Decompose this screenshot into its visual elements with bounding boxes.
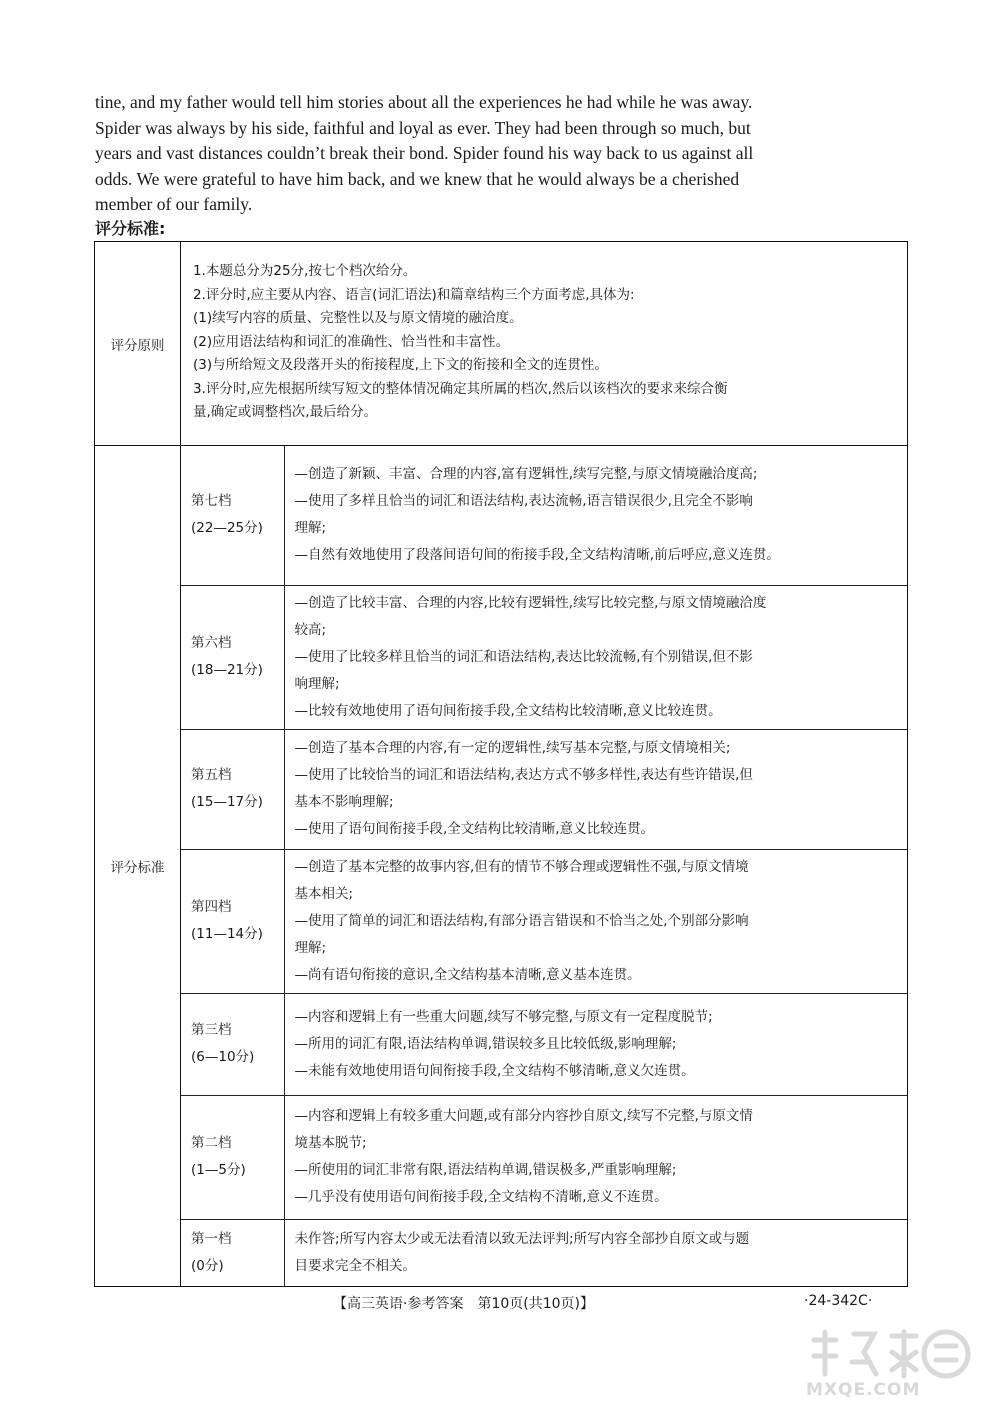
principle-line: (1)续写内容的质量、完整性以及与原文情境的融洽度。 [193, 310, 523, 327]
criterion-line: —使用了比较多样且恰当的词汇和语法结构,表达比较流畅,有个别错误,但不影 [294, 648, 753, 665]
level-description [284, 585, 907, 729]
footer-page-info: 【高三英语·参考答案 第10页(共10页)】 [333, 1296, 595, 1312]
level-cell [181, 585, 284, 729]
scoring-table [94, 241, 908, 1287]
level-description [284, 1095, 907, 1219]
passage-line: years and vast distances couldn’t break their bond. Spider found his way back to us against all [95, 143, 754, 163]
standards-levels [181, 446, 908, 1287]
level-cell [181, 993, 284, 1095]
level-description [284, 1219, 907, 1286]
principle-line: 3.评分时,应先根据所续写短文的整体情况确定其所属的档次,然后以该档次的要求来综合衡 [193, 380, 728, 397]
principle-line: (3)与所给短文及段落开头的衔接程度,上下文的衔接和全文的连贯性。 [193, 357, 608, 374]
level-name: 第七档 [191, 493, 232, 510]
criterion-line: 响理解; [294, 675, 340, 692]
criterion-line: —创造了基本完整的故事内容,但有的情节不够合理或逻辑性不强,与原文情境 [294, 858, 749, 875]
criterion-line: —内容和逻辑上有一些重大问题,续写不够完整,与原文有一定程度脱节; [294, 1008, 713, 1025]
standards-row [95, 446, 908, 1287]
principle-line: 2.评分时,应主要从内容、语言(词汇语法)和篇章结构三个方面考虑,具体为: [193, 286, 635, 303]
criterion-line: —所使用的词汇非常有限,语法结构单调,错误极多,严重影响理解; [294, 1162, 677, 1178]
level-row [181, 1219, 907, 1286]
criterion-line: 目要求完全不相关。 [294, 1257, 416, 1274]
level-description [284, 446, 907, 585]
passage-line: odds. We were grateful to have him back, and we knew that he would always be a cherished [95, 168, 740, 189]
standards-label: 评分标准 [95, 446, 181, 1287]
passage-line: member of our family. [95, 194, 253, 214]
level-description [284, 729, 907, 849]
criterion-line: —所用的词汇有限,语法结构单调,错误较多且比较低级,影响理解; [294, 1035, 677, 1052]
level-row [181, 729, 907, 849]
criterion-line: —使用了简单的词汇和语法结构,有部分语言错误和不恰当之处,个别部分影响 [294, 912, 749, 929]
criterion-line: —几乎没有使用语句间衔接手段,全文结构不清晰,意义不连贯。 [294, 1189, 668, 1205]
level-cell [181, 1219, 284, 1286]
principle-line: (2)应用语法结构和词汇的准确性、恰当性和丰富性。 [193, 333, 510, 350]
level-name: 第六档 [191, 635, 232, 651]
level-row [181, 1095, 907, 1219]
level-cell [181, 446, 284, 585]
footer-code: ·24-342C· [804, 1293, 873, 1309]
level-name: 第五档 [191, 767, 232, 783]
level-name: 第四档 [191, 899, 232, 915]
level-name: 第一档 [191, 1230, 232, 1247]
criterion-line: 理解; [294, 939, 327, 956]
principles-content [181, 242, 908, 446]
criterion-line: —未能有效地使用语句间衔接手段,全文结构不够清晰,意义欠连贯。 [294, 1062, 695, 1079]
principle-line: 1.本题总分为25分,按七个档次给分。 [193, 263, 417, 280]
passage-line: Spider was always by his side, faithful and loyal as ever. They had been through so much, but [95, 117, 751, 138]
section-title: 评分标准: [95, 219, 166, 238]
levels-table [181, 446, 907, 1286]
level-range: (1—5分) [191, 1162, 246, 1178]
criterion-line: —内容和逻辑上有较多重大问题,或有部分内容抄自原文,续写不完整,与原文情 [294, 1108, 753, 1124]
criterion-line: 基本不影响理解; [294, 794, 394, 810]
watermark-logo-icon [806, 1322, 976, 1386]
criterion-line: —使用了比较恰当的词汇和语法结构,表达方式不够多样性,表达有些许错误,但 [294, 767, 753, 783]
level-description [284, 849, 907, 993]
level-name: 第三档 [191, 1022, 232, 1038]
passage-paragraph [95, 90, 907, 218]
watermark-text: MXQE.COM [806, 1380, 921, 1400]
level-row [181, 993, 907, 1095]
criterion-line: 未作答;所写内容太少或无法看清以致无法评判;所写内容全部抄自原文或与题 [294, 1230, 750, 1247]
criterion-line: —使用了多样且恰当的词汇和语法结构,表达流畅,语言错误很少,且完全不影响 [294, 493, 753, 510]
criterion-line: —创造了比较丰富、合理的内容,比较有逻辑性,续写比较完整,与原文情境融洽度 [294, 594, 767, 611]
level-name: 第二档 [191, 1135, 232, 1151]
level-range: (15—17分) [191, 794, 263, 810]
criterion-line: —创造了新颖、丰富、合理的内容,富有逻辑性,续写完整,与原文情境融洽度高; [294, 466, 758, 483]
criterion-line: —使用了语句间衔接手段,全文结构比较清晰,意义比较连贯。 [294, 821, 655, 837]
level-cell [181, 729, 284, 849]
level-row [181, 446, 907, 585]
level-row [181, 585, 907, 729]
principle-line: 量,确定或调整档次,最后给分。 [193, 404, 378, 421]
level-range: (11—14分) [191, 926, 263, 942]
level-cell [181, 849, 284, 993]
level-range: (22—25分) [191, 520, 263, 537]
level-range: (6—10分) [191, 1049, 255, 1065]
level-range: (18—21分) [191, 662, 263, 678]
criterion-line: —创造了基本合理的内容,有一定的逻辑性,续写基本完整,与原文情境相关; [294, 740, 731, 756]
criterion-line: 理解; [294, 520, 327, 537]
criterion-line: —比较有效地使用了语句间衔接手段,全文结构比较清晰,意义比较连贯。 [294, 702, 722, 719]
criterion-line: 境基本脱节; [294, 1135, 367, 1151]
criterion-line: 基本相关; [294, 885, 354, 902]
criterion-line: 较高; [294, 621, 327, 638]
criterion-line: —尚有语句衔接的意识,全文结构基本清晰,意义基本连贯。 [294, 966, 641, 983]
level-description [284, 993, 907, 1095]
level-range: (0分) [191, 1257, 224, 1274]
principles-label: 评分原则 [95, 242, 181, 446]
criterion-line: —自然有效地使用了段落间语句间的衔接手段,全文结构清晰,前后呼应,意义连贯。 [294, 547, 780, 564]
principles-row [95, 242, 908, 446]
level-row [181, 849, 907, 993]
passage-line: tine, and my father would tell him stories about all the experiences he had while he was away. [95, 92, 753, 112]
level-cell [181, 1095, 284, 1219]
